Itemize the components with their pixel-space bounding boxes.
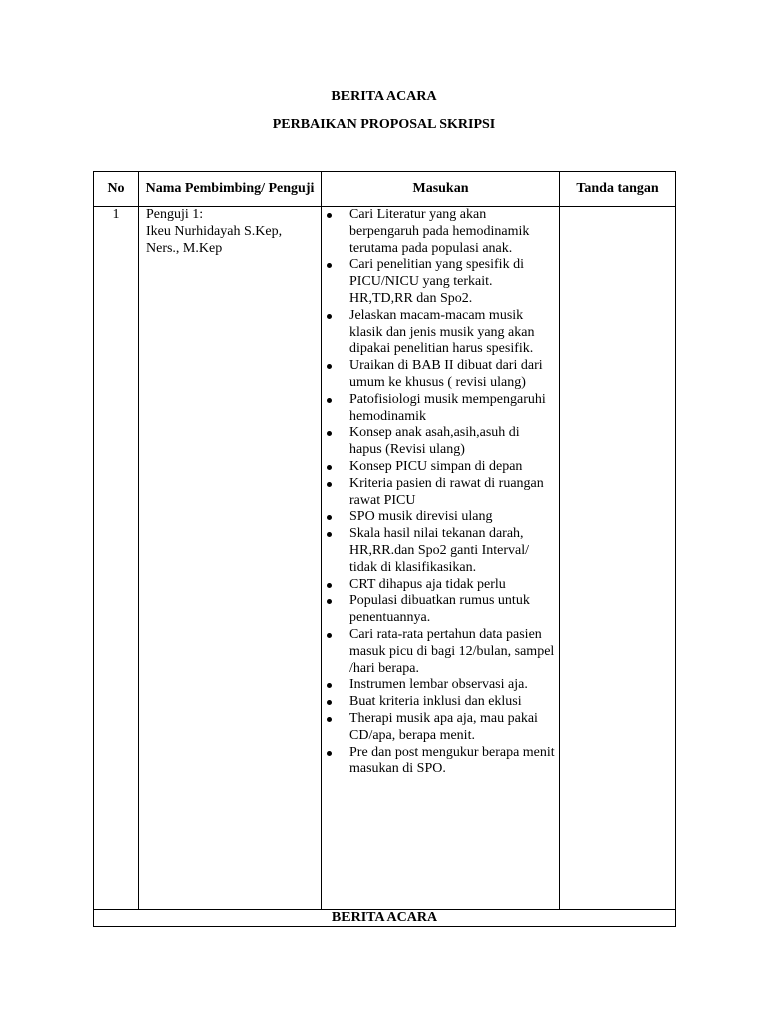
list-item-text: Skala hasil nilai tekanan darah, HR,RR.dan Spo2 ganti Interval/ tidak di klasifikasikan. — [349, 526, 530, 575]
list-item-text: Instrumen lembar observasi aja. — [349, 677, 528, 693]
list-item-text: Kriteria pasien di rawat di ruangan rawat PICU — [349, 475, 544, 508]
list-item-text: Therapi musik apa aja, mau pakai CD/apa, berapa menit. — [349, 710, 538, 743]
examiner-name: Ikeu Nurhidayah S.Kep, — [146, 223, 283, 239]
bullet-icon — [327, 751, 332, 756]
list-item-text: Buat kriteria inklusi dan eklusi — [349, 694, 522, 710]
list-item — [322, 257, 559, 307]
bullet-icon — [327, 583, 332, 588]
examiner-cell — [139, 207, 322, 910]
table-row — [94, 207, 676, 910]
list-item — [322, 745, 559, 779]
bullet-icon — [327, 717, 332, 722]
list-item — [322, 425, 559, 459]
signature-cell — [560, 207, 676, 910]
bullet-icon — [327, 482, 332, 487]
table-header-row — [94, 172, 676, 207]
list-item — [322, 593, 559, 627]
list-item — [322, 207, 559, 257]
document-subtitle: PERBAIKAN PROPOSAL SKRIPSI — [272, 117, 496, 132]
list-item-text: Konsep anak asah,asih,asuh di hapus (Revisi ulang) — [349, 425, 520, 458]
list-item — [322, 627, 559, 677]
bullet-icon — [327, 515, 332, 520]
list-item — [322, 392, 559, 426]
document-title: BERITA ACARA — [331, 89, 437, 104]
header-masukan: Masukan — [322, 172, 560, 207]
list-item-text: Uraikan di BAB II dibuat dari dari umum ke khusus ( revisi ulang) — [349, 358, 543, 390]
bullet-icon — [327, 633, 332, 638]
list-item-text: Cari Literatur yang akan berpengaruh pada hemodinamik terutama pada populasi anak. — [349, 207, 530, 256]
header-no: No — [94, 172, 139, 207]
header-tanda-tangan: Tanda tangan — [560, 172, 676, 207]
list-item — [322, 476, 559, 510]
list-item-text: Konsep PICU simpan di depan — [349, 458, 523, 474]
masukan-list — [322, 207, 559, 778]
list-item-text: Cari rata-rata pertahun data pasien masuk picu di bagi 12/bulan, sampel /hari berapa. — [349, 626, 555, 676]
list-item-text: CRT dihapus aja tidak perlu — [349, 576, 506, 592]
table-footer-row — [94, 910, 676, 927]
list-item-text: Populasi dibuatkan rumus untuk penentuannya. — [349, 593, 530, 626]
examiner-label: Penguji 1: — [146, 207, 204, 222]
bullet-icon — [327, 398, 332, 403]
list-item-text: SPO musik direvisi ulang — [349, 509, 493, 525]
row-number: 1 — [94, 207, 139, 910]
bullet-icon — [327, 683, 332, 688]
bullet-icon — [327, 532, 332, 537]
list-item — [322, 358, 559, 392]
bullet-icon — [327, 700, 332, 705]
list-item — [322, 677, 559, 694]
list-item-text: Jelaskan macam-macam musik klasik dan jenis musik yang akan dipakai penelitian harus spesifik. — [349, 307, 535, 357]
examiner-title: Ners., M.Kep — [146, 240, 223, 256]
list-item-text: Cari penelitian yang spesifik di PICU/NICU yang terkait. HR,TD,RR dan Spo2. — [349, 257, 524, 306]
bullet-icon — [327, 465, 332, 470]
bullet-icon — [327, 314, 332, 319]
revision-table — [93, 171, 676, 927]
header-nama-pembimbing: Nama Pembimbing/ Penguji — [139, 172, 322, 207]
bullet-icon — [327, 431, 332, 436]
list-item — [322, 526, 559, 576]
masukan-cell — [322, 207, 560, 910]
footer-title: BERITA ACARA — [94, 910, 676, 927]
list-item — [322, 694, 559, 711]
list-item-text: Pre dan post mengukur berapa menit masukan di SPO. — [349, 744, 555, 777]
list-item — [322, 711, 559, 745]
list-item — [322, 509, 559, 526]
list-item — [322, 308, 559, 358]
bullet-icon — [327, 263, 332, 268]
bullet-icon — [327, 213, 332, 218]
bullet-icon — [327, 364, 332, 369]
bullet-icon — [327, 599, 332, 604]
list-item-text: Patofisiologi musik mempengaruhi hemodinamik — [349, 391, 546, 424]
list-item — [322, 459, 559, 476]
list-item — [322, 577, 559, 594]
